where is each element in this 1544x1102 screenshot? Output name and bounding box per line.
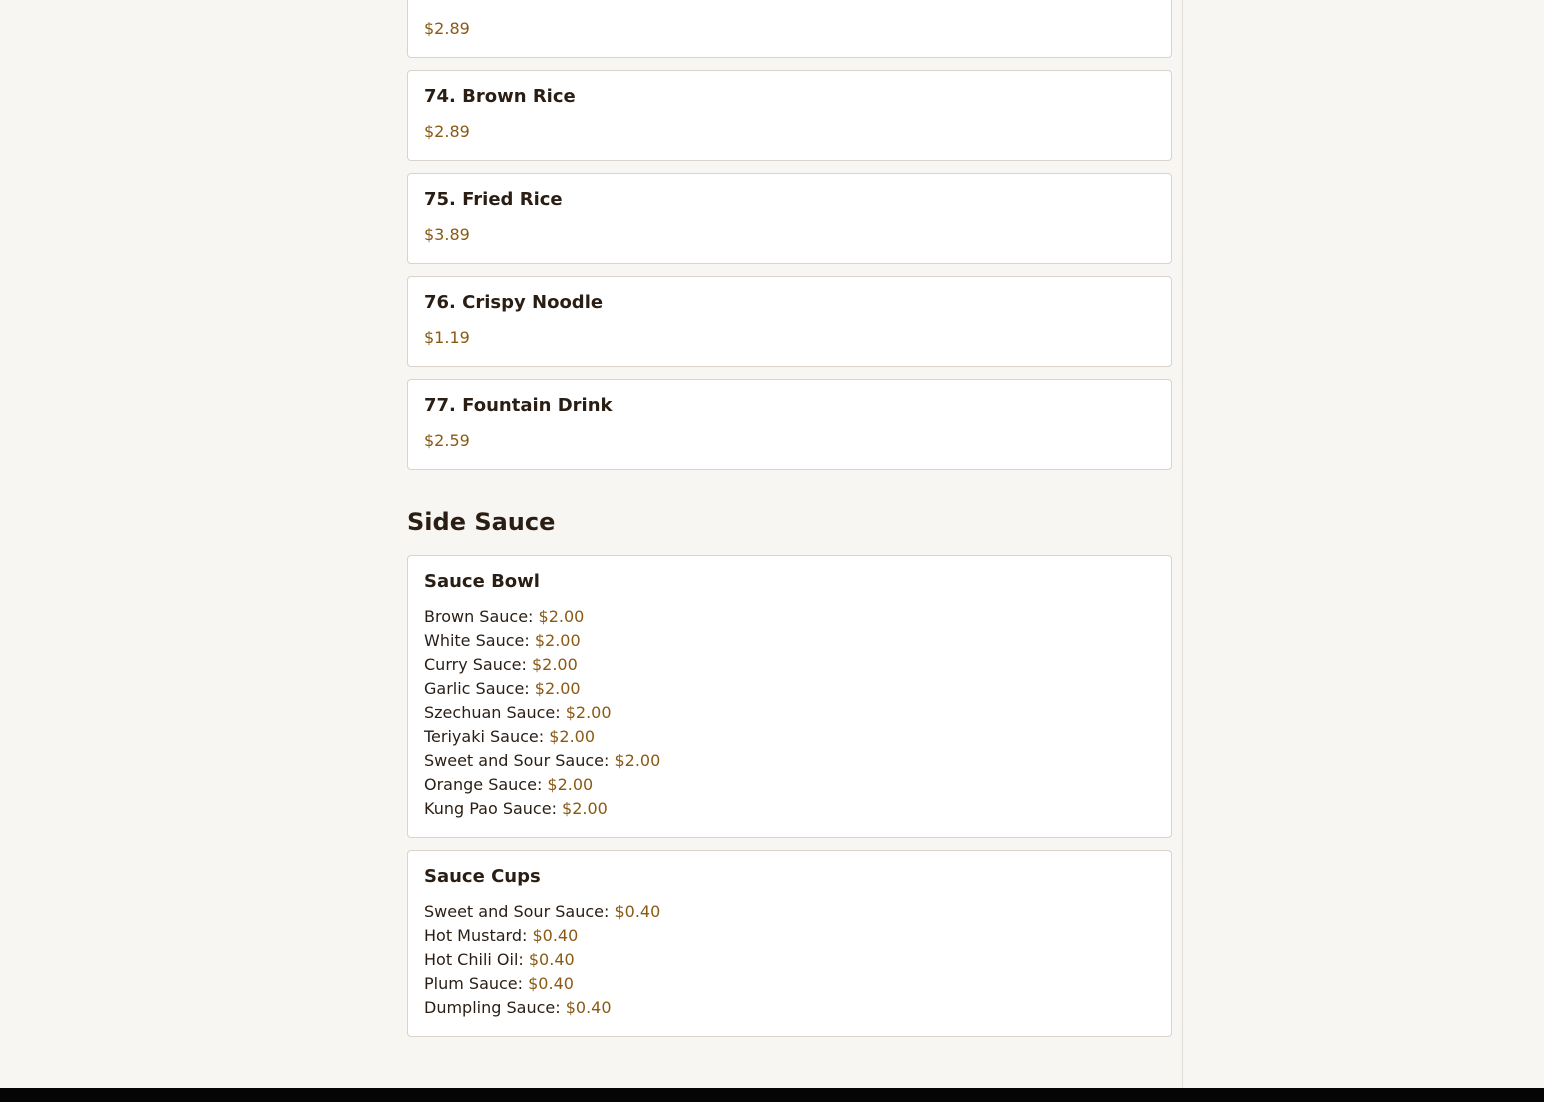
section-heading-side-sauce: Side Sauce	[407, 508, 556, 536]
sauce-price: $2.00	[562, 799, 608, 818]
menu-item-price: $2.59	[424, 431, 470, 450]
sauce-price: $0.40	[532, 926, 579, 945]
sauce-group-card[interactable]	[407, 555, 1172, 838]
sauce-price: $2.00	[534, 679, 581, 698]
sauce-item	[424, 749, 660, 773]
sauce-item	[424, 972, 660, 996]
sauce-name: Garlic Sauce:	[424, 679, 535, 698]
sauce-item	[424, 653, 660, 677]
sauce-item	[424, 924, 660, 948]
sauce-name: Hot Chili Oil:	[424, 950, 529, 969]
sauce-price: $0.40	[614, 902, 661, 921]
menu-item-name: 75. Fried Rice	[424, 189, 563, 210]
sauce-group-card[interactable]	[407, 850, 1172, 1037]
sauce-item	[424, 996, 660, 1020]
sauce-name: Teriyaki Sauce:	[424, 727, 550, 746]
menu-item-price: $3.89	[424, 225, 470, 244]
sauce-price: $2.00	[534, 631, 581, 650]
sauce-name: Curry Sauce:	[424, 655, 532, 674]
sauce-item	[424, 725, 660, 749]
sauce-price: $0.40	[565, 998, 612, 1017]
sauce-name: Sweet and Sour Sauce:	[424, 751, 615, 770]
sauce-name: White Sauce:	[424, 631, 535, 650]
menu-item-card[interactable]	[407, 276, 1172, 367]
footer-bar	[0, 1088, 1544, 1102]
sauce-price: $2.00	[538, 607, 585, 626]
menu-item-name: 74. Brown Rice	[424, 86, 576, 107]
sauce-group-title: Sauce Cups	[424, 866, 541, 887]
menu-item-name: 77. Fountain Drink	[424, 395, 613, 416]
sauce-price: $0.40	[528, 974, 574, 993]
sauce-price: $0.40	[528, 950, 575, 969]
sauce-name: Dumpling Sauce:	[424, 998, 566, 1017]
menu-item-name: 76. Crispy Noodle	[424, 292, 604, 313]
menu-item-card[interactable]	[407, 173, 1172, 264]
sauce-list	[424, 900, 660, 1020]
sauce-list	[424, 605, 660, 821]
sauce-name: Plum Sauce:	[424, 974, 529, 993]
sauce-name: Szechuan Sauce:	[424, 703, 566, 722]
sauce-item	[424, 900, 660, 924]
sauce-price: $2.00	[549, 727, 596, 746]
menu-item-price: $2.89	[424, 19, 470, 38]
sauce-item	[424, 629, 660, 653]
sauce-item	[424, 605, 660, 629]
sauce-group-title: Sauce Bowl	[424, 571, 540, 592]
menu-item-card[interactable]	[407, 379, 1172, 470]
sauce-price: $2.00	[614, 751, 661, 770]
sauce-price: $2.00	[531, 655, 578, 674]
menu-item-price: $2.89	[424, 122, 470, 141]
menu-item-price: $1.19	[424, 328, 470, 347]
sauce-price: $2.00	[547, 775, 594, 794]
sauce-item	[424, 701, 660, 725]
sauce-name: Kung Pao Sauce:	[424, 799, 563, 818]
sauce-name: Sweet and Sour Sauce:	[424, 902, 615, 921]
sauce-item	[424, 773, 660, 797]
sauce-item	[424, 677, 660, 701]
sauce-price: $2.00	[565, 703, 612, 722]
sauce-item	[424, 948, 660, 972]
sauce-item	[424, 797, 660, 821]
sauce-name: Brown Sauce:	[424, 607, 539, 626]
sauce-name: Hot Mustard:	[424, 926, 533, 945]
menu-item-card[interactable]	[407, 0, 1172, 58]
menu-item-card[interactable]	[407, 70, 1172, 161]
sauce-name: Orange Sauce:	[424, 775, 548, 794]
